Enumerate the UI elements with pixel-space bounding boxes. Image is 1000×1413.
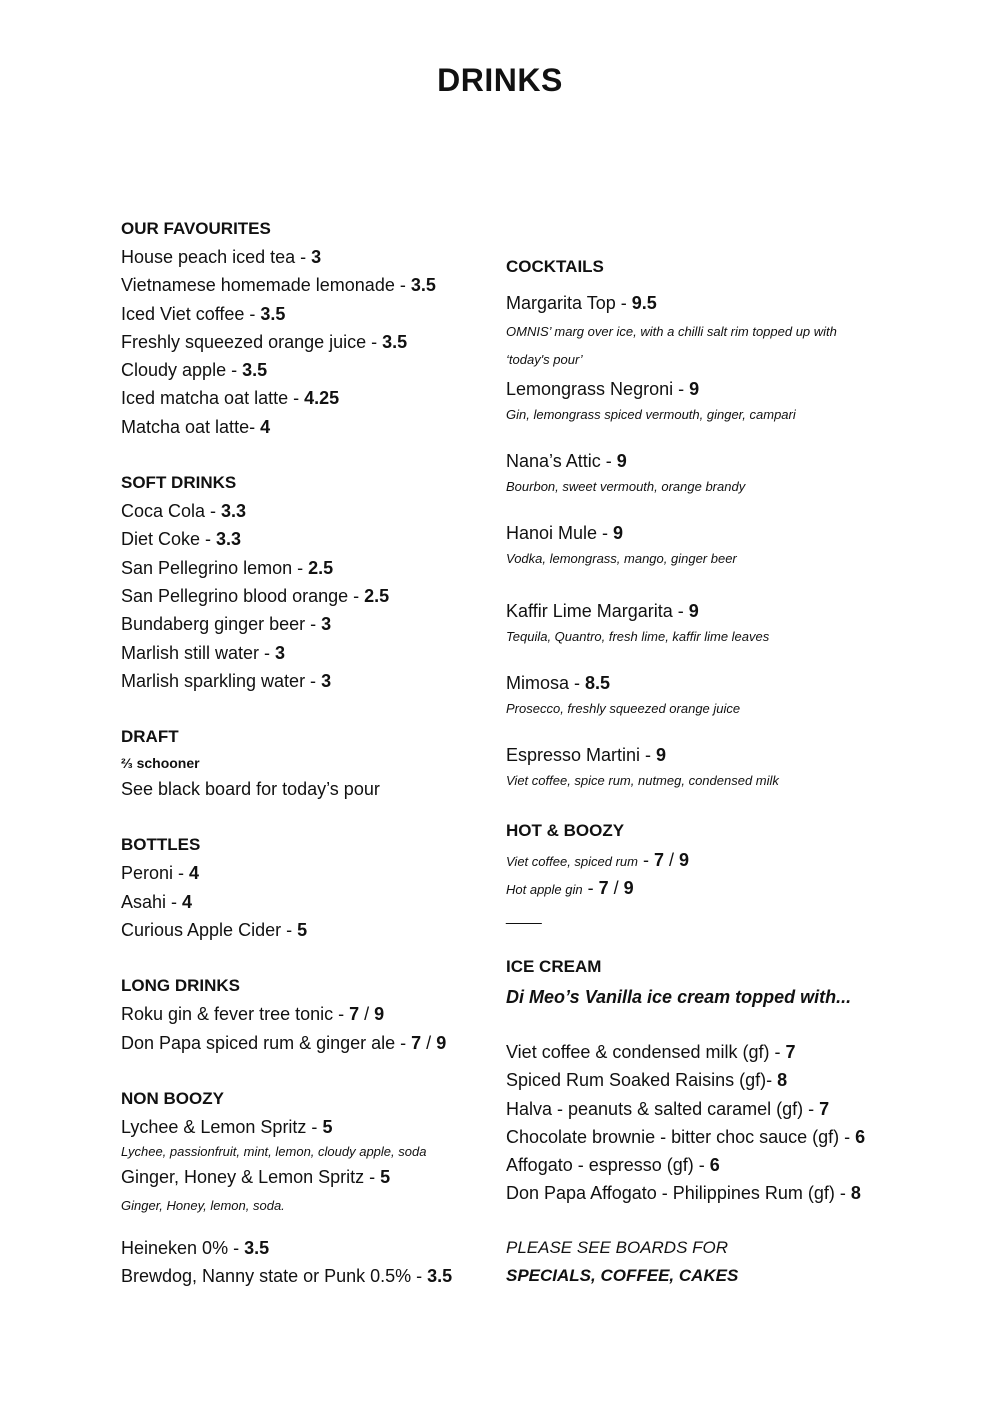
draft-size: ⅔ schooner (121, 755, 200, 772)
left-column (121, 215, 491, 1290)
menu-item: Kaffir Lime Margarita - 9 (506, 601, 699, 621)
menu-item-description: Ginger, Honey, lemon, soda. (121, 1197, 285, 1213)
menu-item-description: Prosecco, freshly squeezed orange juice (506, 701, 741, 716)
footer-specials: SPECIALS, COFFEE, CAKES (506, 1265, 739, 1285)
menu-item: Hanoi Mule - 9 (506, 523, 624, 543)
menu-item: Marlish sparkling water - 3 (121, 670, 332, 691)
menu-item: Roku gin & fever tree tonic - 7 / 9 (121, 1004, 385, 1025)
menu-item: Nana’s Attic - 9 (506, 451, 627, 471)
menu-item: Matcha oat latte- 4 (121, 416, 271, 437)
menu-item: Bundaberg ginger beer - 3 (121, 614, 332, 635)
favourites-list (121, 243, 491, 441)
menu-item: Halva - peanuts & salted caramel (gf) - 7 (506, 1098, 830, 1119)
menu-item: House peach iced tea - 3 (121, 247, 322, 267)
menu-item: Viet coffee, spiced rum - 7 / 9 (506, 850, 690, 870)
menu-item: Don Papa Affogato - Philippines Rum (gf) - 8 (506, 1183, 861, 1204)
menu-item: Spiced Rum Soaked Raisins (gf)- 8 (506, 1070, 788, 1091)
menu-item: Margarita Top - 9.5 (506, 293, 657, 313)
menu-item: Coca Cola - 3.3 (121, 501, 247, 522)
menu-item: Ginger, Honey & Lemon Spritz - 5 (121, 1167, 391, 1188)
section-heading-favourites: OUR FAVOURITES (121, 219, 271, 238)
section-heading-draft: DRAFT (121, 727, 179, 747)
menu-item-description: ‘today's pour’ (506, 352, 583, 367)
menu-item: Espresso Martini - 9 (506, 745, 667, 765)
ice-cream-list (506, 1038, 926, 1208)
menu-item: Hot apple gin - 7 / 9 (506, 878, 634, 898)
section-heading-hot-boozy: HOT & BOOZY (506, 821, 625, 840)
hot-boozy-list (506, 846, 926, 902)
menu-item-description: Tequila, Quantro, fresh lime, kaffir lime leaves (506, 629, 770, 644)
divider-rule: ____ (506, 908, 542, 925)
section-heading-soft-drinks: SOFT DRINKS (121, 473, 237, 493)
menu-item: Affogato - espresso (gf) - 6 (506, 1155, 720, 1176)
menu-item: Diet Coke - 3.3 (121, 529, 242, 550)
menu-item: Freshly squeezed orange juice - 3.5 (121, 331, 408, 352)
menu-item: Lemongrass Negroni - 9 (506, 379, 700, 399)
menu-item: Vietnamese homemade lemonade - 3.5 (121, 275, 436, 296)
menu-item-description: Viet coffee, spice rum, nutmeg, condensed milk (506, 773, 779, 788)
cocktails-list (506, 288, 926, 792)
right-column (506, 252, 926, 1290)
soft-drinks-list (121, 497, 491, 695)
menu-item-description: Bourbon, sweet vermouth, orange brandy (506, 479, 746, 494)
draft-note: See black board for today’s pour (121, 779, 380, 800)
footer-note: PLEASE SEE BOARDS FOR (506, 1237, 729, 1257)
section-heading-ice-cream: ICE CREAM (506, 957, 602, 976)
non-boozy-list (121, 1113, 491, 1290)
section-heading-non-boozy: NON BOOZY (121, 1088, 224, 1108)
menu-item: Asahi - 4 (121, 891, 193, 912)
menu-item-description: OMNIS’ marg over ice, with a chilli salt rim topped up with (506, 324, 837, 339)
menu-item: Marlish still water - 3 (121, 642, 286, 663)
menu-item: Cloudy apple - 3.5 (121, 360, 268, 381)
menu-item: San Pellegrino lemon - 2.5 (121, 557, 334, 578)
menu-item: Don Papa spiced rum & ginger ale - 7 / 9 (121, 1032, 447, 1053)
menu-item: San Pellegrino blood orange - 2.5 (121, 585, 390, 606)
menu-item: Curious Apple Cider - 5 (121, 920, 308, 941)
menu-item: Mimosa - 8.5 (506, 673, 611, 693)
section-heading-cocktails: COCKTAILS (506, 257, 604, 276)
menu-item-description: Gin, lemongrass spiced vermouth, ginger, campari (506, 407, 796, 422)
ice-cream-subtitle: Di Meo’s Vanilla ice cream topped with... (506, 987, 852, 1007)
section-heading-bottles: BOTTLES (121, 835, 201, 855)
menu-item: Iced Viet coffee - 3.5 (121, 303, 286, 324)
menu-item: Brewdog, Nanny state or Punk 0.5% - 3.5 (121, 1265, 453, 1286)
menu-item: Viet coffee & condensed milk (gf) - 7 (506, 1042, 796, 1062)
menu-item: Heineken 0% - 3.5 (121, 1237, 270, 1258)
page-title: DRINKS (437, 62, 563, 98)
menu-item: Chocolate brownie - bitter choc sauce (gf) - 6 (506, 1126, 866, 1147)
bottles-list (121, 859, 491, 944)
menu-item: Iced matcha oat latte - 4.25 (121, 388, 340, 409)
menu-item: Peroni - 4 (121, 863, 200, 884)
long-drinks-list (121, 1000, 491, 1057)
menu-item-description: Vodka, lemongrass, mango, ginger beer (506, 551, 737, 566)
menu-item: Lychee & Lemon Spritz - 5 (121, 1116, 333, 1137)
section-heading-long-drinks: LONG DRINKS (121, 976, 240, 996)
menu-item-description: Lychee, passionfruit, mint, lemon, cloudy apple, soda (121, 1144, 427, 1160)
